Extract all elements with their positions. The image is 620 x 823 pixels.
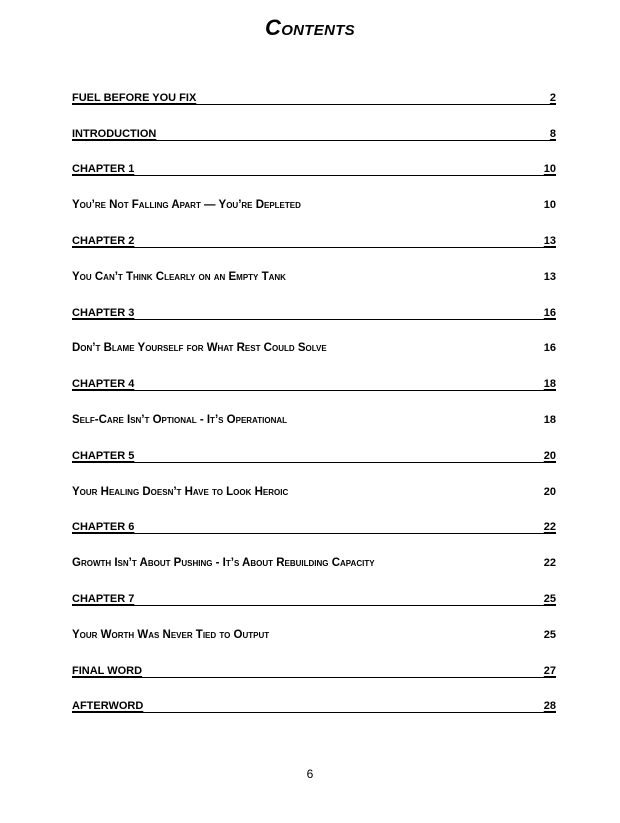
toc-entry-page: 18 — [543, 413, 556, 426]
toc-entry-label: INTRODUCTION — [72, 127, 157, 140]
toc-entry-page: 20 — [543, 485, 556, 498]
toc-entry-label: CHAPTER 6 — [72, 521, 135, 534]
toc-entry[interactable] — [72, 444, 556, 480]
toc-entry-page: 25 — [543, 592, 556, 605]
toc-entry[interactable] — [72, 551, 556, 587]
toc-entry-page: 28 — [543, 700, 556, 713]
toc-entry[interactable] — [72, 623, 556, 659]
toc-entry[interactable] — [72, 372, 556, 408]
toc-entry-page: 13 — [543, 270, 556, 283]
toc-entry-label: Self-Care Isn’t Optional - It’s Operational — [72, 413, 288, 426]
toc-entry[interactable] — [72, 659, 556, 695]
toc-entry[interactable] — [72, 516, 556, 552]
toc-entry[interactable] — [72, 229, 556, 265]
toc-entry-page: 22 — [543, 521, 556, 534]
toc-entry[interactable] — [72, 587, 556, 623]
toc-entry[interactable] — [72, 408, 556, 444]
toc-entry-label: FUEL BEFORE YOU FIX — [72, 91, 197, 104]
toc-entry-label: CHAPTER 4 — [72, 378, 135, 391]
toc-entry-label: Your Healing Doesn’t Have to Look Heroic — [72, 485, 289, 498]
toc-entry-page: 10 — [543, 199, 556, 212]
toc-entry[interactable] — [72, 158, 556, 194]
page-title: Contents — [265, 15, 355, 40]
toc-entry-label: You’re Not Falling Apart — You’re Depleted — [72, 199, 301, 212]
toc-entry-label: CHAPTER 3 — [72, 306, 135, 319]
toc-entry-page: 18 — [543, 378, 556, 391]
toc-entry-label: CHAPTER 7 — [72, 592, 135, 605]
page-number: 6 — [306, 767, 314, 781]
toc-entry-page: 27 — [543, 664, 556, 677]
toc-entry-label: AFTERWORD — [72, 700, 144, 713]
toc-entry[interactable] — [72, 193, 556, 229]
toc-entry-page: 16 — [543, 342, 556, 355]
toc-entry-page: 16 — [543, 306, 556, 319]
toc-entry-page: 8 — [549, 127, 556, 140]
toc-entry-page: 20 — [543, 449, 556, 462]
toc-entry-label: FINAL WORD — [72, 664, 143, 677]
toc-entry[interactable] — [72, 337, 556, 373]
toc-entry[interactable] — [72, 265, 556, 301]
toc-entry-label: CHAPTER 2 — [72, 234, 135, 247]
toc-entry[interactable] — [72, 86, 556, 122]
toc-entry-label: CHAPTER 1 — [72, 163, 135, 176]
toc-entry[interactable] — [72, 695, 556, 731]
toc-entry-label: CHAPTER 5 — [72, 449, 135, 462]
toc-entry[interactable] — [72, 122, 556, 158]
toc-entry-label: Don’t Blame Yourself for What Rest Could Solve — [72, 342, 327, 355]
toc-entry-page: 2 — [549, 91, 556, 104]
toc-entry-page: 13 — [543, 234, 556, 247]
toc-entry-label: Your Worth Was Never Tied to Output — [72, 628, 270, 641]
toc-entry-page: 10 — [543, 163, 556, 176]
toc-entry-page: 25 — [543, 628, 556, 641]
toc-entry-page: 22 — [543, 557, 556, 570]
toc-entry[interactable] — [72, 301, 556, 337]
toc-entry[interactable] — [72, 480, 556, 516]
table-of-contents — [72, 86, 556, 730]
toc-entry-label: Growth Isn’t About Pushing - It’s About Rebuilding Capacity — [72, 557, 375, 570]
toc-entry-label: You Can’t Think Clearly on an Empty Tank — [72, 270, 286, 283]
